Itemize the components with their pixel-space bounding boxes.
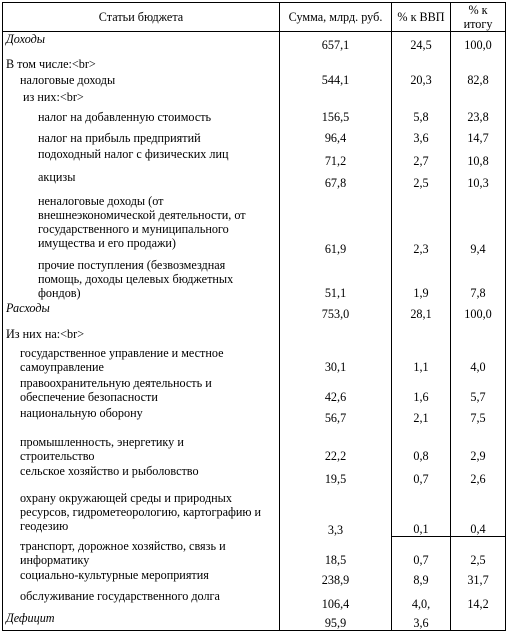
row-total: 2,5 — [451, 537, 506, 567]
row-total: 23,8 — [451, 104, 506, 124]
row-label: обслуживание государственного долга — [3, 587, 280, 611]
row-total — [451, 52, 506, 71]
row-label: государственное управление и местное самоуправление — [3, 341, 280, 374]
row-total: 31,7 — [451, 567, 506, 587]
table-row — [3, 486, 506, 537]
row-gdp: 1,6 — [392, 374, 451, 404]
row-label: Дефицит — [3, 611, 280, 631]
row-total — [451, 87, 506, 104]
row-label: Из них на:<br> — [3, 321, 280, 341]
row-total: 4,0 — [451, 341, 506, 374]
row-total: 0,4 — [451, 486, 506, 537]
row-sum: 19,5 — [280, 463, 392, 486]
row-label: неналоговые доходы (от внешнеэкономической деятельности, от государственного и муниципального имущества и его продажи) — [3, 190, 280, 256]
row-total: 2,9 — [451, 432, 506, 463]
row-sum: 238,9 — [280, 567, 392, 587]
table-row — [3, 190, 506, 256]
header-row — [3, 3, 506, 32]
header-items: Статьи бюджета — [3, 3, 280, 32]
row-label: социально-культурные мероприятия — [3, 567, 280, 587]
table-row — [3, 104, 506, 124]
row-sum: 61,9 — [280, 190, 392, 256]
row-gdp: 0,7 — [392, 537, 451, 567]
row-gdp: 2,3 — [392, 190, 451, 256]
row-label: налог на прибыль предприятий — [3, 124, 280, 145]
row-label: прочие поступления (безвозмездная помощь, доходы целевых бюджетных фондов) — [3, 256, 280, 300]
row-total: 7,8 — [451, 256, 506, 300]
row-total: 100,0 — [451, 32, 506, 52]
table-row — [3, 52, 506, 71]
row-gdp: 8,9 — [392, 567, 451, 587]
header-sum: Сумма, млрд. руб. — [280, 3, 392, 32]
row-label: правоохранительную деятельность и обеспечение безопасности — [3, 374, 280, 404]
row-sum: 544,1 — [280, 71, 392, 87]
row-total: 7,5 — [451, 404, 506, 432]
table-row — [3, 321, 506, 341]
row-sum — [280, 87, 392, 104]
row-gdp: 5,8 — [392, 104, 451, 124]
row-sum: 67,8 — [280, 168, 392, 190]
row-gdp: 0,1 — [392, 486, 451, 537]
row-gdp: 2,7 — [392, 145, 451, 168]
row-sum: 96,4 — [280, 124, 392, 145]
row-total: 9,4 — [451, 190, 506, 256]
row-label: подоходный налог с физических лиц — [3, 145, 280, 168]
row-gdp: 4,0, — [392, 587, 451, 611]
row-total: 82,8 — [451, 71, 506, 87]
row-sum: 18,5 — [280, 537, 392, 567]
row-label: Доходы — [3, 32, 280, 52]
row-sum: 30,1 — [280, 341, 392, 374]
table-row — [3, 32, 506, 52]
row-total: 10,3 — [451, 168, 506, 190]
row-gdp: 24,5 — [392, 32, 451, 52]
row-sum: 22,2 — [280, 432, 392, 463]
row-label: из них:<br> — [3, 87, 280, 104]
table-row — [3, 341, 506, 374]
row-label: национальную оборону — [3, 404, 280, 432]
table-row — [3, 404, 506, 432]
row-label: транспорт, дорожное хозяйство, связь и информатику — [3, 537, 280, 567]
table-row — [3, 587, 506, 611]
row-gdp: 28,1 — [392, 300, 451, 321]
row-gdp — [392, 321, 451, 341]
row-gdp: 3,6 — [392, 124, 451, 145]
row-gdp: 0,8 — [392, 432, 451, 463]
row-sum: 657,1 — [280, 32, 392, 52]
table-row — [3, 300, 506, 321]
row-gdp: 20,3 — [392, 71, 451, 87]
table-row — [3, 537, 506, 567]
row-label: налоговые доходы — [3, 71, 280, 87]
row-total: 5,7 — [451, 374, 506, 404]
row-gdp: 2,5 — [392, 168, 451, 190]
table-row — [3, 168, 506, 190]
row-label: охрану окружающей среды и природных ресурсов, гидрометеорологию, картографию и геодезию — [3, 486, 280, 537]
table-row — [3, 611, 506, 631]
row-total — [451, 611, 506, 631]
row-sum — [280, 321, 392, 341]
header-total-share: % к итогу — [451, 3, 506, 32]
table-row — [3, 567, 506, 587]
row-gdp: 3,6 — [392, 611, 451, 631]
row-label: сельское хозяйство и рыболовство — [3, 463, 280, 486]
table-row — [3, 432, 506, 463]
row-total: 2,6 — [451, 463, 506, 486]
row-label: В том числе:<br> — [3, 52, 280, 71]
row-sum: 51,1 — [280, 256, 392, 300]
row-total: 100,0 — [451, 300, 506, 321]
table-row — [3, 87, 506, 104]
table-row — [3, 374, 506, 404]
row-total — [451, 321, 506, 341]
row-label: акцизы — [3, 168, 280, 190]
table-row — [3, 145, 506, 168]
row-total: 14,7 — [451, 124, 506, 145]
row-sum: 95,9 — [280, 611, 392, 631]
row-gdp: 2,1 — [392, 404, 451, 432]
table-row — [3, 256, 506, 300]
row-sum: 71,2 — [280, 145, 392, 168]
table-row — [3, 124, 506, 145]
row-sum: 3,3 — [280, 486, 392, 537]
budget-table — [2, 2, 506, 631]
row-label: налог на добавленную стоимость — [3, 104, 280, 124]
row-gdp: 1,9 — [392, 256, 451, 300]
table-row — [3, 71, 506, 87]
row-gdp: 1,1 — [392, 341, 451, 374]
table-row — [3, 463, 506, 486]
row-total: 10,8 — [451, 145, 506, 168]
row-gdp — [392, 52, 451, 71]
row-total: 14,2 — [451, 587, 506, 611]
row-gdp: 0,7 — [392, 463, 451, 486]
row-sum: 106,4 — [280, 587, 392, 611]
row-sum: 56,7 — [280, 404, 392, 432]
budget-table-container — [2, 2, 505, 631]
row-label: промышленность, энергетику и строительство — [3, 432, 280, 463]
row-sum: 753,0 — [280, 300, 392, 321]
row-label: Расходы — [3, 300, 280, 321]
header-gdp-share: % к ВВП — [392, 3, 451, 32]
row-gdp — [392, 87, 451, 104]
row-sum — [280, 52, 392, 71]
row-sum: 156,5 — [280, 104, 392, 124]
row-sum: 42,6 — [280, 374, 392, 404]
